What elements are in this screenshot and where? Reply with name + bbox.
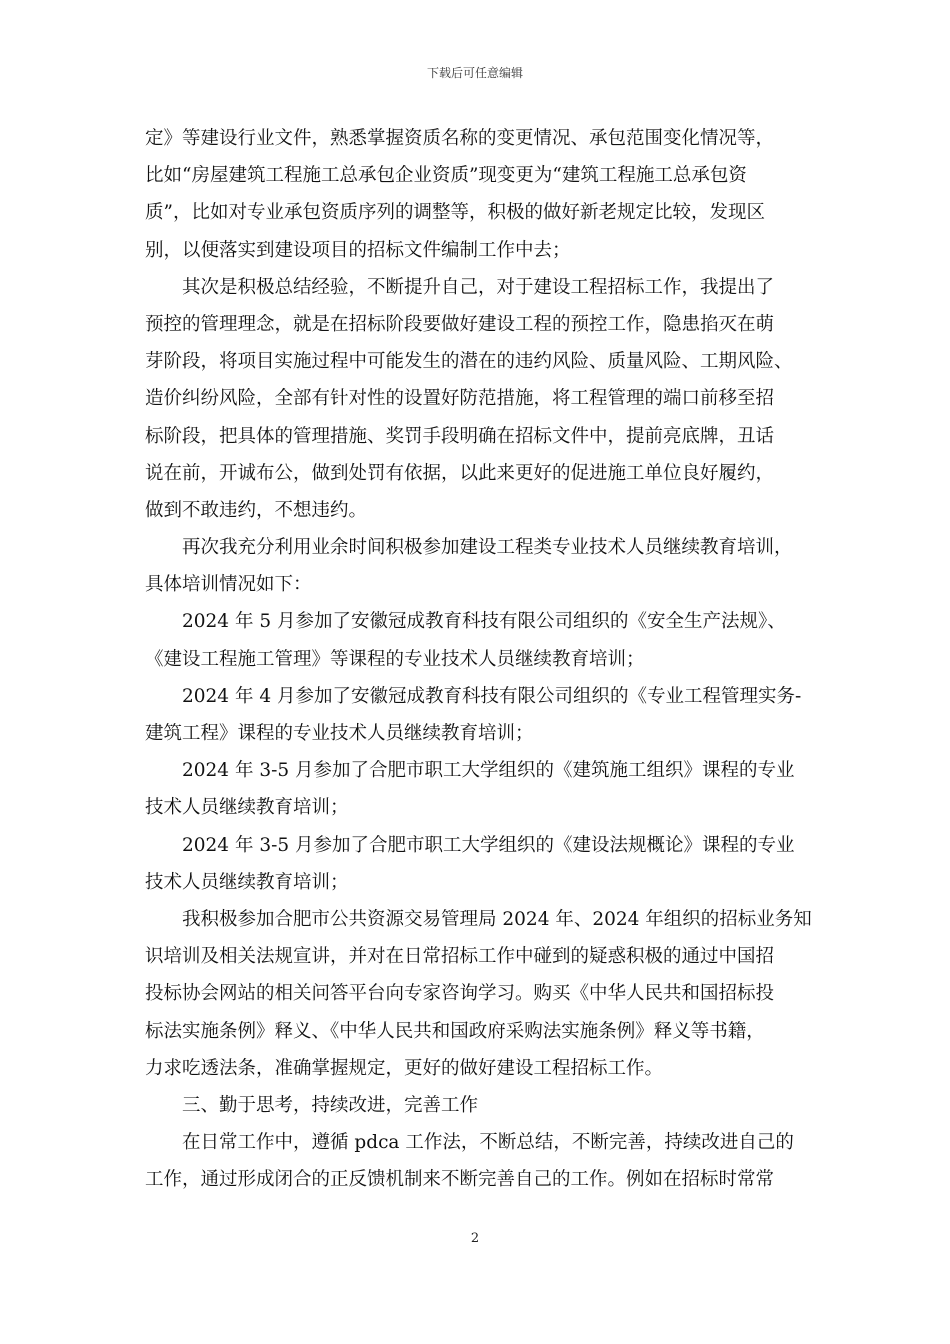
text-line: 别，以便落实到建设项目的招标文件编制工作中去； [145, 239, 571, 261]
text-line: 识培训及相关法规宣讲，并对在日常招标工作中碰到的疑惑积极的通过中国招 [145, 946, 775, 968]
text-line: 标法实施条例》释义、《中华人民共和国政府采购法实施条例》释义等书籍， [145, 1020, 765, 1042]
text-line: 三、勤于思考，持续改进，完善工作 [182, 1094, 479, 1116]
page-number: 2 [470, 1231, 480, 1246]
text-line: 其次是积极总结经验，不断提升自己，对于建设工程招标工作，我提出了 [182, 276, 775, 298]
text-line: 预控的管理理念，就是在招标阶段要做好建设工程的预控工作，隐患掐灭在萌 [145, 313, 775, 335]
text-line: 再次我充分利用业余时间积极参加建设工程类专业技术人员继续教育培训， [182, 537, 793, 559]
text-line: 比如“房屋建筑工程施工总承包企业资质”现变更为“建筑工程施工总承包资 [145, 165, 747, 187]
text-line: 《建设工程施工管理》等课程的专业技术人员继续教育培训； [145, 648, 645, 670]
document-body [145, 120, 812, 1198]
text-line: 标阶段，把具体的管理措施、奖罚手段明确在招标文件中，提前亮底牌，丑话 [145, 425, 775, 447]
text-line: 说在前，开诚布公，做到处罚有依据，以此来更好的促进施工单位良好履约， [145, 462, 775, 484]
text-line: 芽阶段，将项目实施过程中可能发生的潜在的违约风险、质量风险、工期风险、 [145, 351, 793, 373]
text-line: 在日常工作中，遵循 pdca 工作法，不断总结，不断完善，持续改进自己的 [182, 1132, 794, 1154]
text-line: 投标协会网站的相关问答平台向专家咨询学习。购买《中华人民共和国招标投 [145, 983, 775, 1005]
page-header-note: 下载后可任意编辑 [426, 66, 523, 80]
text-line: 具体培训情况如下： [145, 574, 312, 596]
text-line: 做到不敢违约，不想违约。 [145, 499, 368, 521]
text-line: 力求吃透法条，准确掌握规定，更好的做好建设工程招标工作。 [145, 1057, 664, 1079]
text-line: 2024 年 3-5 月参加了合肥市职工大学组织的《建设法规概论》课程的专业 [182, 834, 795, 856]
text-line: 技术人员继续教育培训； [145, 797, 349, 819]
text-line: 工作，通过形成闭合的正反馈机制来不断完善自己的工作。例如在招标时常常 [145, 1169, 775, 1191]
text-line: 2024 年 3-5 月参加了合肥市职工大学组织的《建筑施工组织》课程的专业 [182, 760, 795, 782]
text-line: 造价纠纷风险，全部有针对性的设置好防范措施，将工程管理的端口前移至招 [145, 388, 775, 410]
text-line: 质”，比如对专业承包资质序列的调整等，积极的做好新老规定比较，发现区 [145, 202, 765, 224]
text-line: 技术人员继续教育培训； [145, 871, 349, 893]
text-line: 定》等建设行业文件，熟悉掌握资质名称的变更情况、承包范围变化情况等， [145, 128, 775, 149]
text-line: 建筑工程》课程的专业技术人员继续教育培训； [145, 723, 534, 744]
text-line: 2024 年 4 月参加了安徽冠成教育科技有限公司组织的《专业工程管理实务- [182, 685, 802, 707]
text-line: 我积极参加合肥市公共资源交易管理局 2024 年、2024 年组织的招标业务知 [182, 908, 812, 930]
text-line: 2024 年 5 月参加了安徽冠成教育科技有限公司组织的《安全生产法规》、 [182, 611, 786, 633]
